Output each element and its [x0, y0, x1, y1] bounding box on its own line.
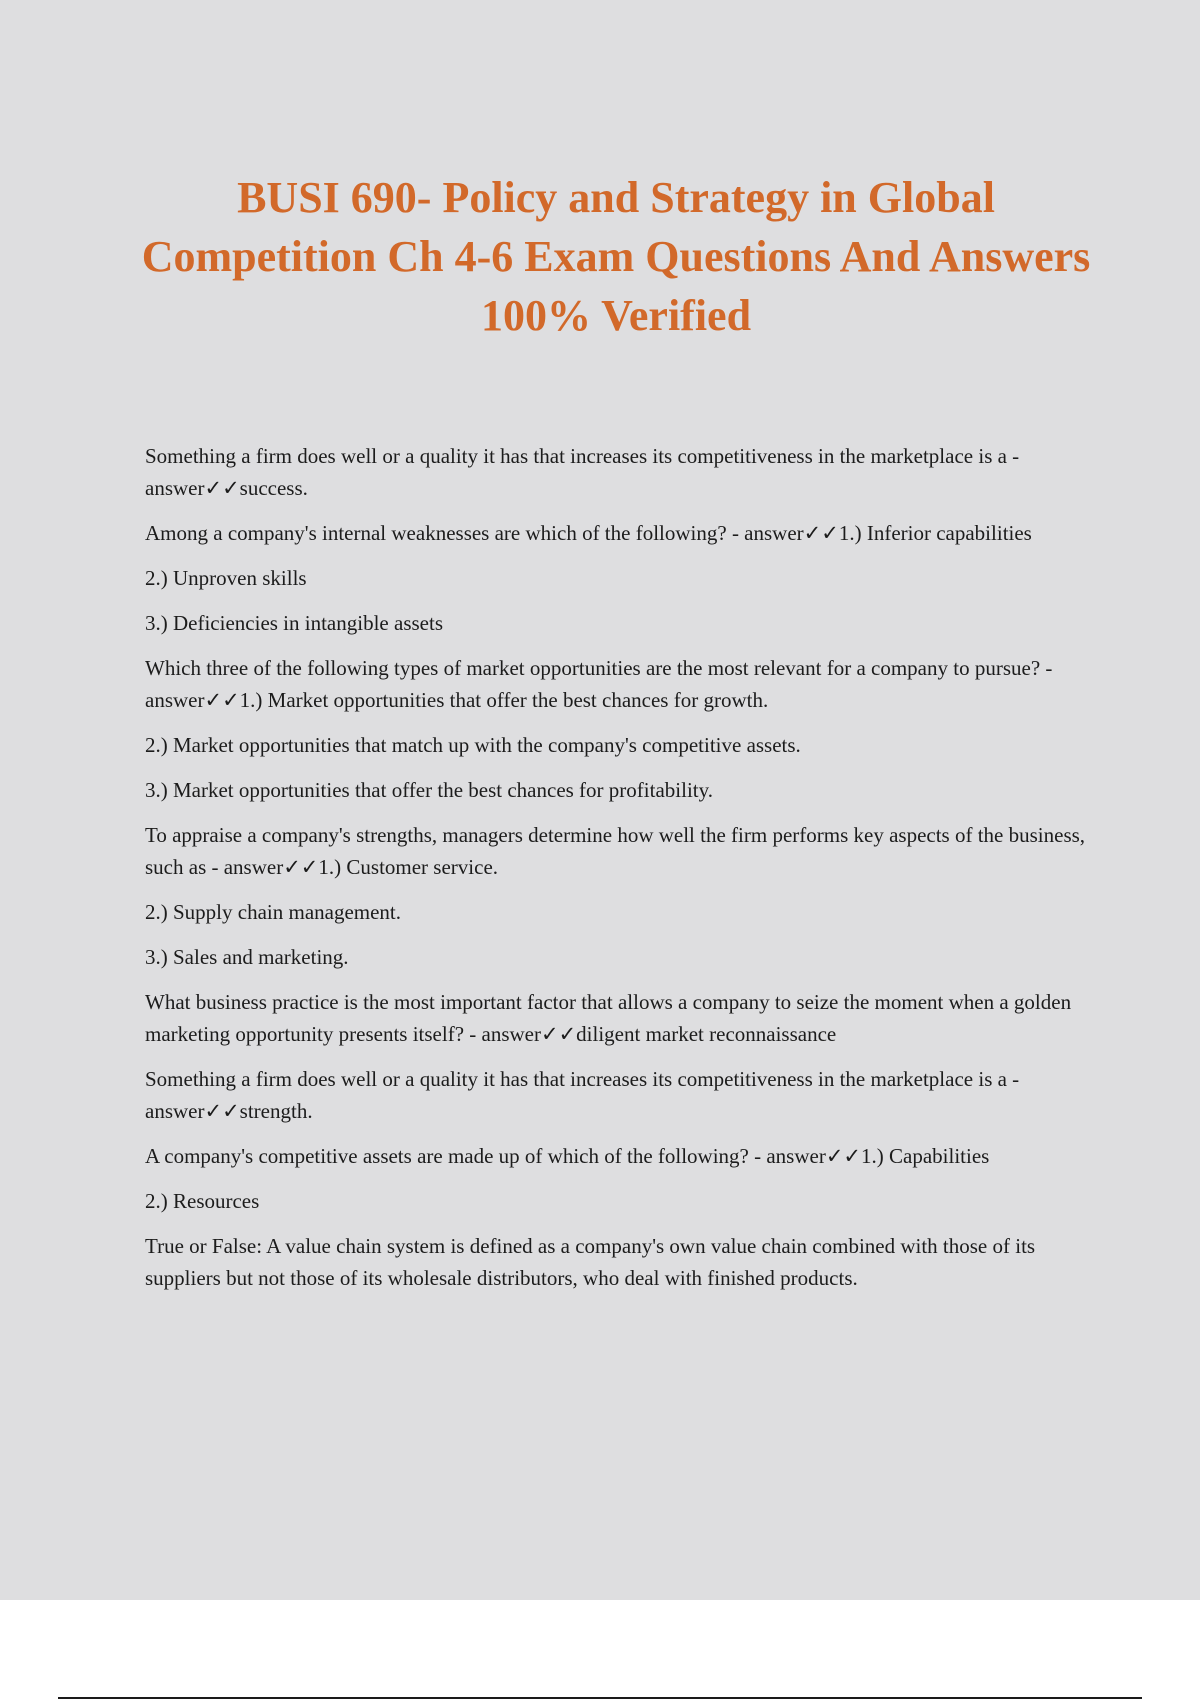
paragraph: What business practice is the most important factor that allows a company to seize the moment when a golden marketing opportunity presents itself? - answer✓✓diligent market reconnaissance — [145, 990, 1072, 1046]
paragraph: 3.) Sales and marketing. — [145, 945, 349, 969]
paragraph: A company's competitive assets are made up of which of the following? - answer✓✓1.) Capabilities — [145, 1144, 990, 1168]
paragraph: Something a firm does well or a quality it has that increases its competitiveness in the marketplace is a - answer✓✓strength. — [145, 1067, 1020, 1123]
paragraph: Something a firm does well or a quality it has that increases its competitiveness in the marketplace is a - answer✓✓success. — [145, 444, 1020, 500]
paragraph: Among a company's internal weaknesses are which of the following? - answer✓✓1.) Inferior capabilities — [145, 521, 1032, 545]
paragraph: Which three of the following types of market opportunities are the most relevant for a company to pursue? - answer✓✓1.) Market opportunities that offer the best chances for growth. — [145, 656, 1053, 712]
document-body — [145, 440, 1095, 1307]
paragraph: 3.) Market opportunities that offer the best chances for profitability. — [145, 778, 713, 802]
document-title: BUSI 690- Policy and Strategy in Global Competition Ch 4-6 Exam Questions And Answers 100% Verified — [141, 173, 1091, 340]
paragraph: 2.) Unproven skills — [145, 566, 307, 590]
paragraph: 3.) Deficiencies in intangible assets — [145, 611, 443, 635]
paragraph: To appraise a company's strengths, managers determine how well the firm performs key aspects of the business, such as - answer✓✓1.) Customer service. — [145, 823, 1086, 879]
paragraph: 2.) Market opportunities that match up with the company's competitive assets. — [145, 733, 801, 757]
paragraph: 2.) Supply chain management. — [145, 900, 402, 924]
paragraph: 2.) Resources — [145, 1189, 260, 1213]
paragraph: True or False: A value chain system is defined as a company's own value chain combined with those of its suppliers but not those of its wholesale distributors, who deal with finished products. — [145, 1234, 1036, 1290]
page-divider — [58, 1697, 1142, 1699]
